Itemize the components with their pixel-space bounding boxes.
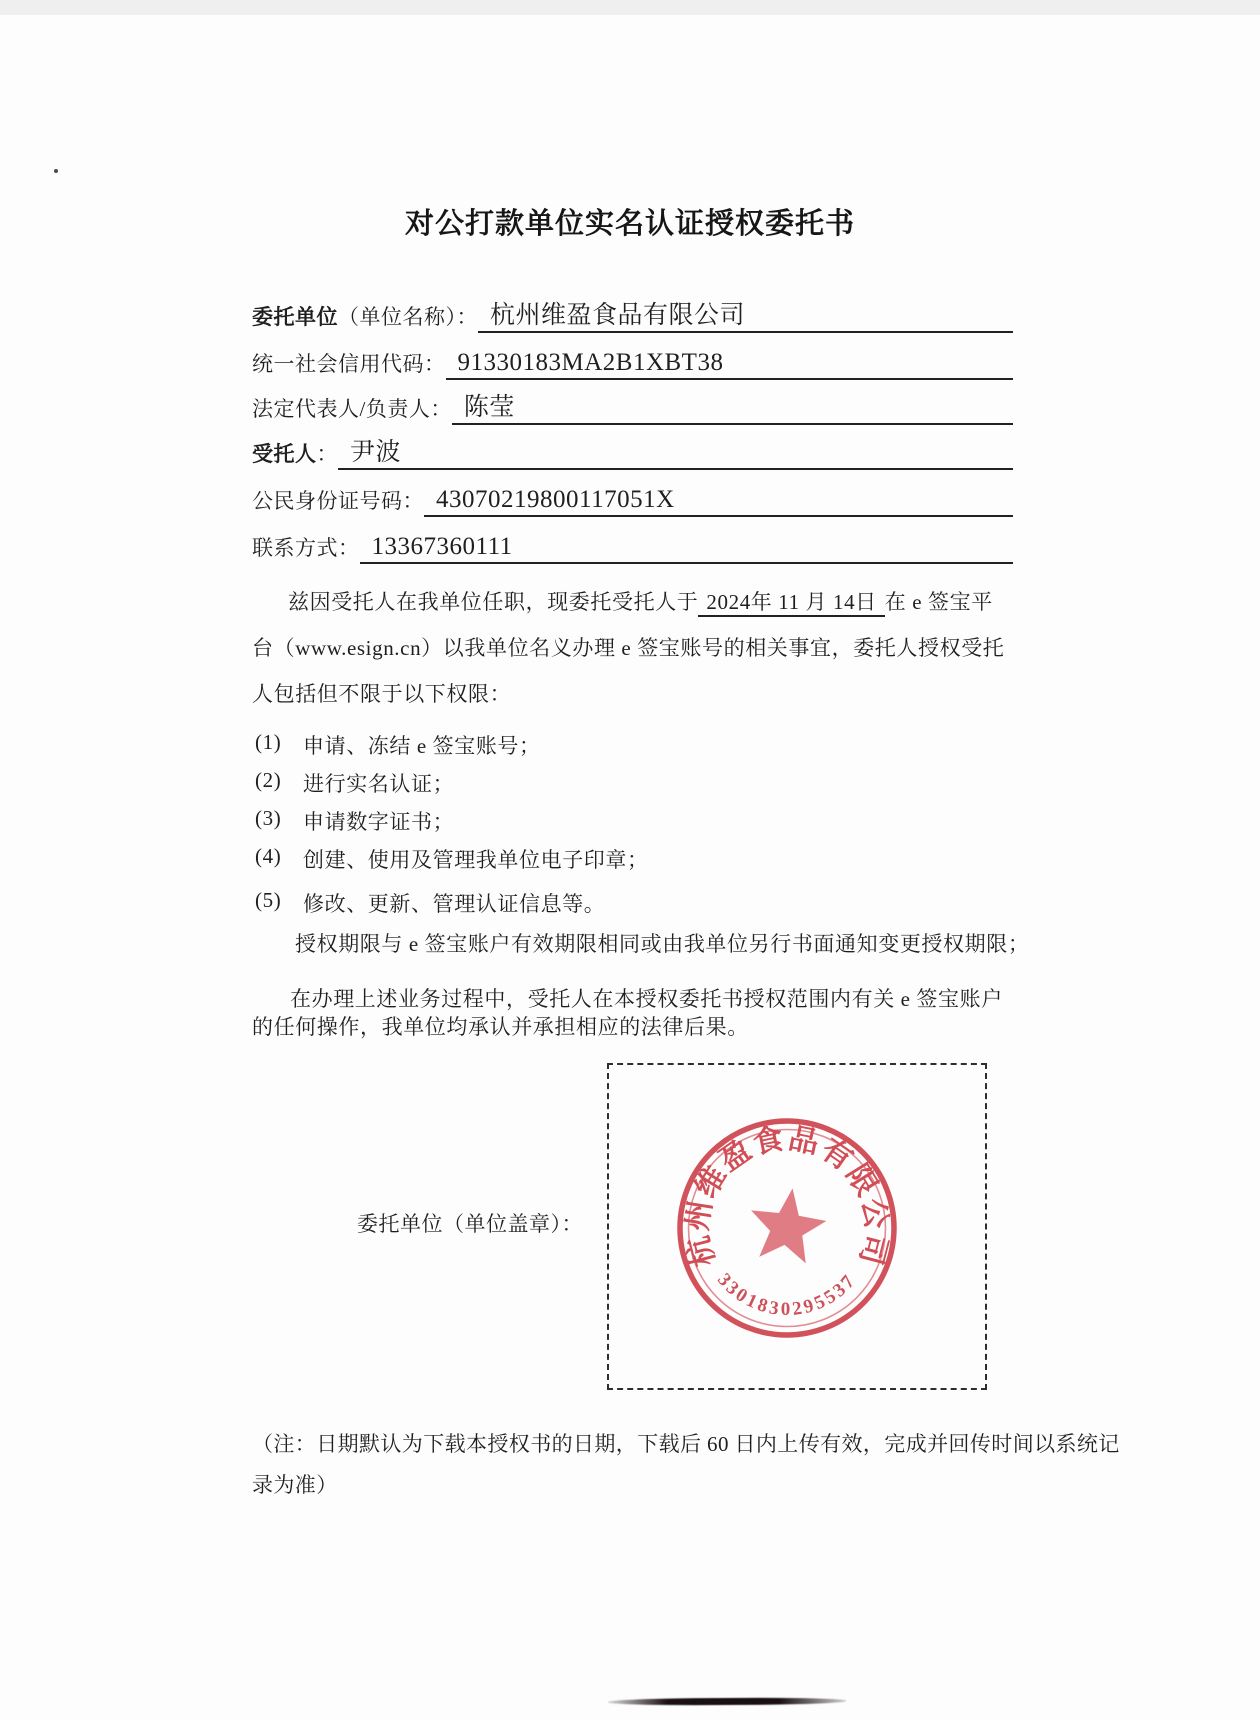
field-label: 统一社会信用代码： xyxy=(252,352,446,376)
permission-number: (1) xyxy=(255,730,282,754)
scan-edge-strip xyxy=(0,0,1260,15)
closing-line-1: 授权期限与 e 签宝账户有效期限相同或由我单位另行书面通知变更授权期限； xyxy=(295,932,1030,956)
scan-bottom-smudge xyxy=(608,1697,846,1705)
field-row-contact xyxy=(252,526,1013,564)
field-row-id-number xyxy=(252,479,1013,517)
permission-text: 进行实名认证； xyxy=(303,772,455,796)
seal-company-text: 杭州维盈食品有限公司 xyxy=(680,1121,894,1270)
seal-star-icon xyxy=(745,1183,830,1265)
permission-text: 申请数字证书； xyxy=(303,810,455,834)
authorization-date: 2024年 11 月 14日 xyxy=(698,590,884,617)
field-label: 法定代表人/负责人： xyxy=(252,397,452,421)
footer-note-line-2: 录为准） xyxy=(252,1473,338,1497)
field-value-trustee: 尹波 xyxy=(338,440,1013,470)
permission-text: 修改、更新、管理认证信息等。 xyxy=(303,892,606,916)
permission-text: 申请、冻结 e 签宝账号； xyxy=(303,734,541,758)
footer-note-line-1: （注：日期默认为下载本授权书的日期，下载后 60 日内上传有效，完成并回传时间以系统记 xyxy=(252,1432,1120,1456)
permission-item-5 xyxy=(255,888,605,918)
field-row-trustee xyxy=(252,432,1013,470)
permission-number: (2) xyxy=(255,768,282,792)
paragraph-text: 在 e 签宝平 xyxy=(884,590,993,614)
permission-item-3 xyxy=(255,806,454,836)
seal-number-text: 3301830295537 xyxy=(713,1269,861,1321)
paragraph-text: 兹因受托人在我单位任职，现委托受托人于 xyxy=(288,590,699,614)
permission-item-4 xyxy=(255,844,649,874)
paragraph-line-2: 台（www.esign.cn）以我单位名义办理 e 签宝账号的相关事宜，委托人授权受托 xyxy=(252,636,1005,660)
permission-item-2 xyxy=(255,768,454,798)
stamp-section-label: 委托单位（单位盖章）： xyxy=(357,1212,583,1236)
permission-number: (3) xyxy=(255,806,282,830)
permission-number: (4) xyxy=(255,844,282,868)
permission-number: (5) xyxy=(255,888,282,912)
paragraph-line-3: 人包括但不限于以下权限： xyxy=(252,682,512,706)
field-label: 受托人： xyxy=(252,442,338,466)
field-row-legal-rep xyxy=(252,387,1013,425)
field-row-credit-code xyxy=(252,342,1013,380)
field-value-legal-rep: 陈莹 xyxy=(452,395,1013,425)
field-value-credit-code: 91330183MA2B1XBT38 xyxy=(446,350,1014,380)
permission-text: 创建、使用及管理我单位电子印章； xyxy=(303,848,649,872)
paragraph-line-1 xyxy=(288,589,993,615)
field-label: 联系方式： xyxy=(252,536,360,560)
field-value-company-name: 杭州维盈食品有限公司 xyxy=(478,303,1013,333)
field-value-contact: 13367360111 xyxy=(360,534,1014,564)
field-label: 公民身份证号码： xyxy=(252,489,424,513)
field-row-company-name xyxy=(252,295,1013,333)
field-label: 委托单位（单位名称）： xyxy=(252,305,478,329)
scan-speck xyxy=(54,169,58,173)
permission-item-1 xyxy=(255,730,541,760)
company-seal xyxy=(667,1108,907,1348)
closing-line-3: 的任何操作，我单位均承认并承担相应的法律后果。 xyxy=(252,1015,749,1039)
page-title: 对公打款单位实名认证授权委托书 xyxy=(404,208,855,240)
closing-line-2: 在办理上述业务过程中，受托人在本授权委托书授权范围内有关 e 签宝账户 xyxy=(290,987,1003,1011)
field-value-id-number: 43070219800117051X xyxy=(424,487,1013,517)
